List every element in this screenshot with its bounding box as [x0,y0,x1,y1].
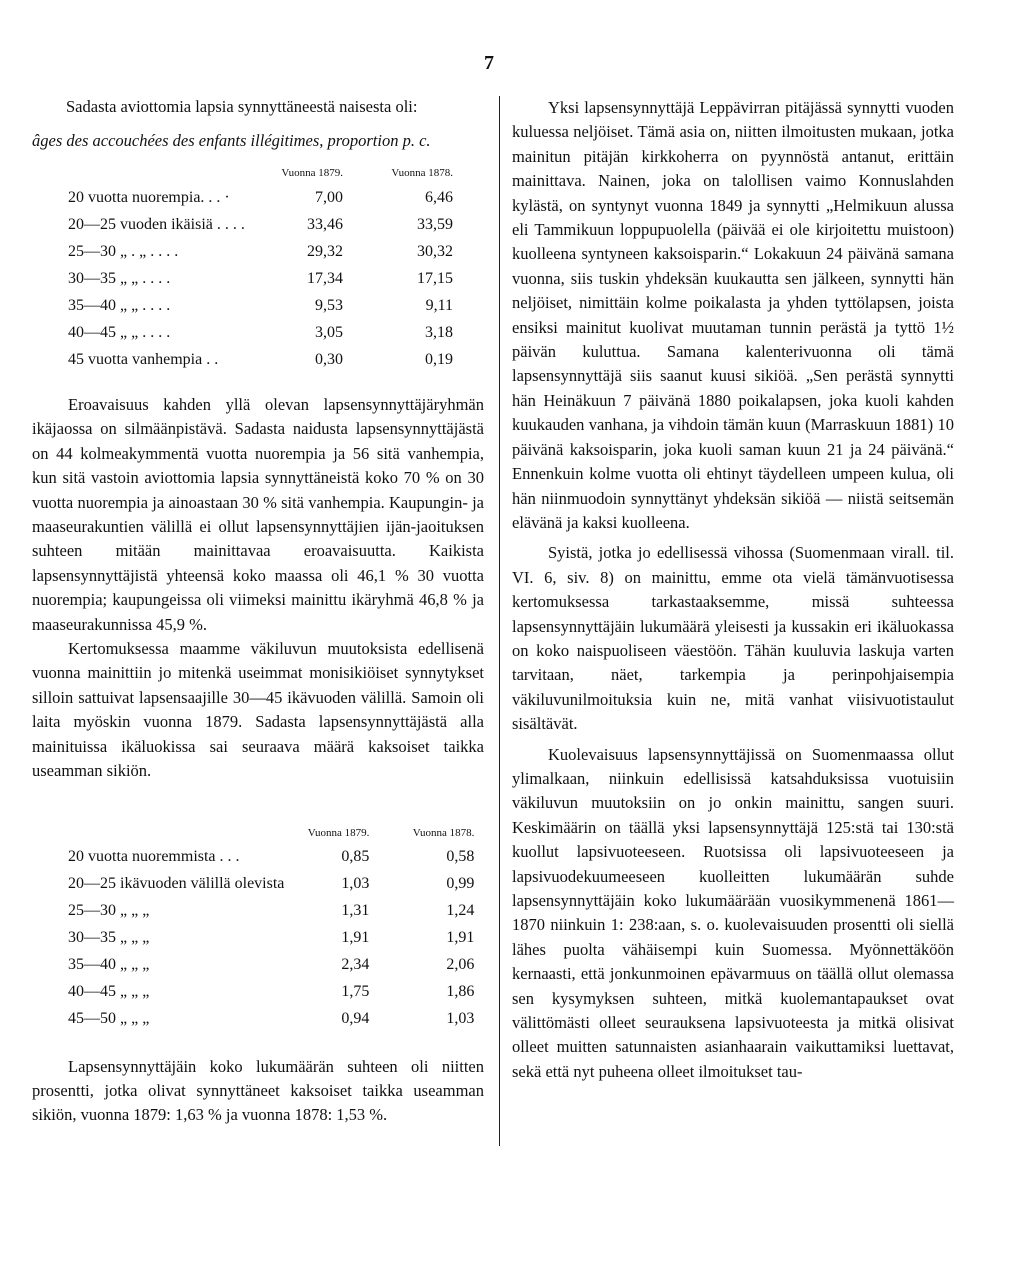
value-1878: 9,11 [425,296,453,314]
table-row [68,979,474,1006]
table-row [68,1006,474,1033]
table-row [68,346,453,373]
row-label: 35—40 „ „ „ [68,956,150,973]
value-1878: 0,58 [446,848,475,865]
value-1878: 0,19 [425,350,453,368]
table1-heading [32,96,484,152]
row-label: 30—35 „ „ . . . . [68,269,171,287]
value-1879: 1,91 [341,929,370,946]
row-label: 25—30 „ „ „ [68,902,150,919]
row-label: 40—45 „ „ . . . . [68,323,171,341]
table-row [68,844,474,871]
value-1878: 1,86 [446,983,475,1000]
value-1879: 0,94 [341,1010,370,1027]
value-1879: 0,85 [341,848,370,865]
column-divider [499,96,500,1146]
row-label: 45 vuotta vanhempia . . [68,350,219,368]
table-multiple-births [68,822,474,1033]
row-label: 20—25 ikävuoden välillä olevista [68,875,285,892]
table-row [68,292,453,319]
row-label: 20 vuotta nuoremmista . . . [68,848,240,865]
value-1879: 17,34 [307,269,343,287]
table-row [68,211,453,238]
right-column [512,96,954,1084]
value-1878: 1,03 [446,1010,475,1027]
right-paragraph-3: Kuolevaisuus lapsensynnyttäjissä on Suomenmaassa ollut ylimalkaan, niinkuin edellisissä katsahduksissa vuotuisiin väkiluvun muutoksiin on jo onkin mainittu, sangen suuri. Keskimäärin on täällä yksi lapsensynnyttäjä 125:stä tai 130:stä kuollut lapsivuoteeseen. Ruotsissa oli lapsivuoteeseen ja lapsivuodekuumeeseen kuolleitten lukumäärän suhde lapsensynnyttäjäin koko lukumäärään vuosikymmenenä 1861—1870 niinkuin 1: 238:aan, s. o. kuolevaisuuden prosentti oli siellä lähes puolta vähäisempi kuin Suomessa. Myönnettäköön kernaasti, että jonkunmoinen epävarmuus on täällä ollut olemassa sen kysymyksen suhteen, mitkä kuolemantapaukset ovat välittömästi olleet seurauksena lapsivuoteesta ja mitkä olisivat olleet muitten satunnaisten asianhaarain vaikuttamiksi luettavat, sekä että nyt puheena olleet ilmoitukset tau- [512,744,954,1081]
table-header-1879: Vuonna 1879. [281,167,343,179]
value-1879: 1,75 [341,983,370,1000]
value-1878: 2,06 [446,956,475,973]
value-1878: 1,91 [446,929,475,946]
row-label: 20 vuotta nuorempia. . . · [68,188,230,206]
value-1878: 0,99 [446,875,475,892]
table1-subtitle: âges des accouchées des enfants illégitimes, proportion p. c. [32,131,431,150]
table-age-illegitimate [68,162,453,373]
table-row [68,925,474,952]
value-1879: 1,03 [341,875,370,892]
value-1879: 9,53 [315,296,343,314]
value-1879: 0,30 [315,350,343,368]
value-1879: 29,32 [307,242,343,260]
table1-title: Sadasta aviottomia lapsia synnyttäneestä naisesta oli: [66,97,418,116]
value-1879: 7,00 [315,188,343,206]
left-paragraph-2: Kertomuksessa maamme väkiluvun muutoksista edellisenä vuonna mainittiin jo mitenkä useimmat monisikiöiset synnytykset silloin sattuivat lapsensaajille 30—45 ikävuoden välillä. Samoin oli laita myöskin vuonna 1879. Sadasta lapsensynnyttäjästä alla mainituissa ikäluokissa sai seuraava määrä kaksoiset taikka useamman sikiön. [32,639,484,781]
table-header-row [68,822,474,844]
table-row [68,898,474,925]
page-number: 7 [484,52,494,74]
value-1879: 33,46 [307,215,343,233]
value-1878: 17,15 [417,269,453,287]
left-column [32,96,484,1128]
table-header-label [68,162,268,184]
value-1878: 30,32 [417,242,453,260]
table-row [68,238,453,265]
table-row [68,871,474,898]
value-1879: 2,34 [341,956,370,973]
value-1878: 6,46 [425,188,453,206]
row-label: 30—35 „ „ „ [68,929,150,946]
table-header-1878: Vuonna 1878. [391,167,453,179]
row-label: 20—25 vuoden ikäisiä . . . . [68,215,245,233]
table-row [68,184,453,211]
right-paragraph-2: Syistä, jotka jo edellisessä vihossa (Suomenmaan virall. til. VI. 6, siv. 8) on mainittu, emme ota vielä tämänvuotisessa kertomuksessa tarkastaaksemme, missä suhteessa lapsensynnyttäjäin lukumäärä yleisesti ja kussakin eri ikäluokassa on koko naispuoliseen väestöön. Tähän kuuluvia laskuja varten tarvitaan, näet, tarkempia ja perinpohjaisempia väkiluvunilmoituksia kuin ne, mitä vanhat viisivuotistaulut sisältävät. [512,543,954,734]
table-header-1878: Vuonna 1878. [412,826,475,839]
spacer [32,784,484,822]
table-row [68,265,453,292]
left-paragraph-3: Lapsensynnyttäjäin koko lukumäärän suhteen oli niitten prosentti, jotka olivat synnyttäneet kaksoiset taikka useamman sikiön, vuonna 1879: 1,63 % ja vuonna 1878: 1,53 %. [32,1056,484,1125]
row-label: 25—30 „ . „ . . . . [68,242,179,260]
row-label: 45—50 „ „ „ [68,1010,150,1027]
left-paragraph-1: Eroavaisuus kahden yllä olevan lapsensynnyttäjäryhmän ikäjaossa on silmäänpistävä. Sadasta naidusta lapsensynnyttäjästä on 44 kolmeakymmentä vuotta nuorempia ja 56 sitä vanhempia, kun sitä vastoin aviottomia lapsia synnyttäneistä koko 70 % on 30 vuotta nuorempia ja ainoastaan 30 % sitä vanhempia. Kaupungin- ja maaseurakuntien välillä ei ollut lapsensynnyttäjien ijän-jaoituksen suhteen mitään mainittavaa eroavaisuutta. Kaikista lapsensynnyttäjistä yhteensä koko maassa oli 46,1 % 30 vuotta nuorempia; kaupungeissa oli viimeksi mainittu ikäryhmä 46,8 % ja maaseurakunnissa 45,9 %. [32,395,484,634]
table-row [68,319,453,346]
table-header-row [68,162,453,184]
value-1878: 33,59 [417,215,453,233]
value-1879: 3,05 [315,323,343,341]
row-label: 35—40 „ „ . . . . [68,296,171,314]
row-label: 40—45 „ „ „ [68,983,150,1000]
table-row [68,952,474,979]
right-paragraph-1: Yksi lapsensynnyttäjä Leppävirran pitäjässä synnytti vuoden kuluessa neljöiset. Tämä asia on, niitten ilmoitusten mukaan, jotka mainitun pitäjän kirkkoherra on pyynnöstä antanut, erittäin mainittava. Nainen, joka on talollisen vaimo Konnuslahden kylästä, on syntynyt vuonna 1849 ja synnytti „Helmikuun alussa eli Tammikuun loppupuolella (päivää ei ole kirjoitettu muistoon) kuolleena syntyneen kaksoisparin.“ Lokakuun 24 päivänä samana vuonna, siis tuskin yhdeksän kuukautta sen jälkeen, synnytti hän neljöiset, nimittäin kolme poikalasta ja yhden tyttölapsen, joista ensiksi mainitut kuolivat muutaman tunnin perästä ja tyttö 1½ päivän kuluttua. Samana kalenterivuonna oli tämä lapsensynnyttäjä siis saanut kuusi sikiöä. „Sen perästä synnytti hän Heinäkuun 7 päivänä 1880 poikalapsen, joka kuoli kahden kuukauden vanhana, ja vihdoin tämän kuun (Marraskuun 1881) 10 päivänä kaksoisparin, joka kuoli saman kuun 21 ja 24 päivänä.“ Ennenkuin kolme vuotta oli ehtinyt täydelleen umpeen kulua, oli hän niinmuodoin synnyttänyt yhdeksän sikiöä — niistä seitsemän elävänä ja kaksi kuolleena. [512,98,954,532]
table-header-1879: Vuonna 1879. [307,826,370,839]
table-header-label [68,822,284,844]
value-1878: 1,24 [446,902,475,919]
value-1879: 1,31 [341,902,370,919]
value-1878: 3,18 [425,323,453,341]
